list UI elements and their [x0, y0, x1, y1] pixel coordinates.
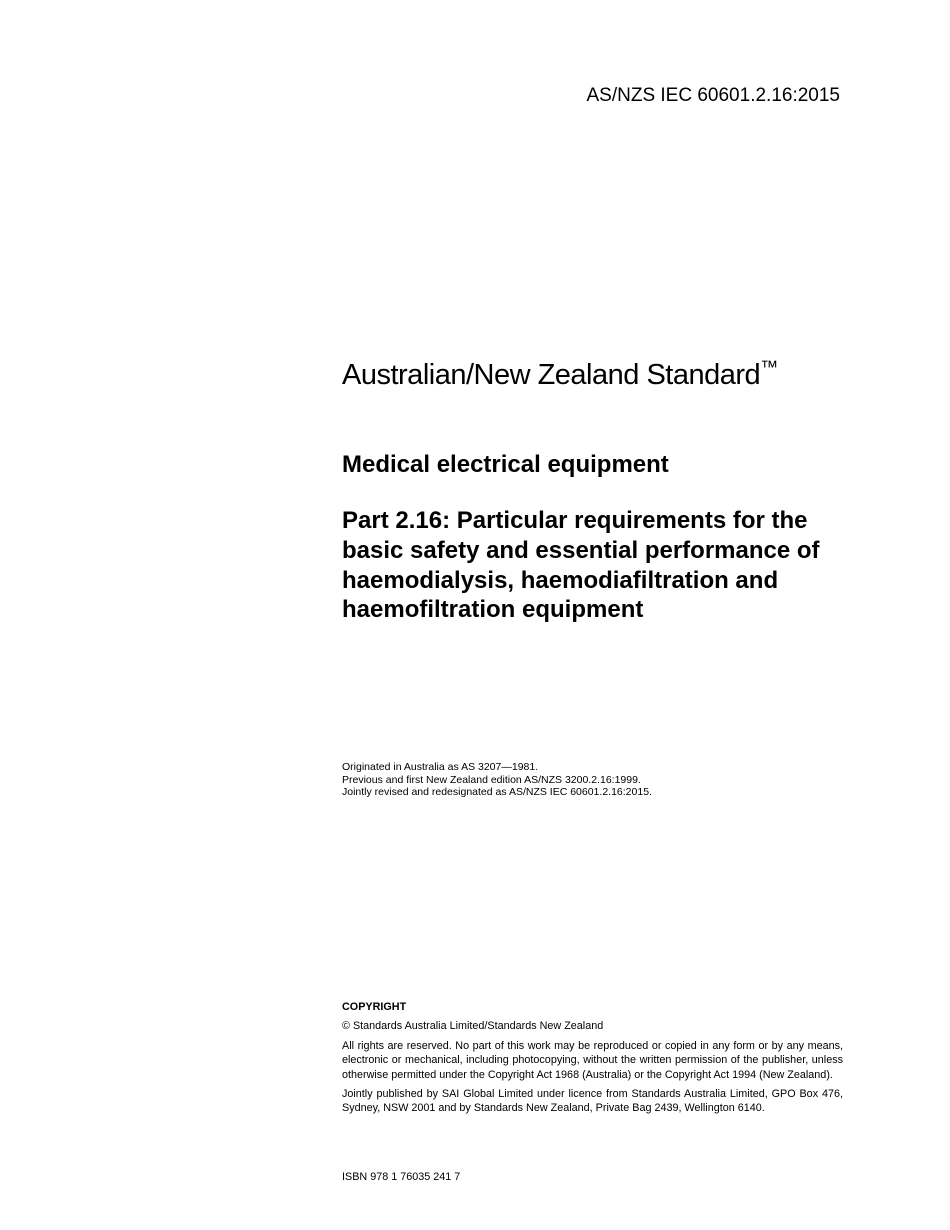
copyright-owner: © Standards Australia Limited/Standards New Zealand — [342, 1020, 604, 1033]
series-title — [342, 357, 843, 392]
copyright-block — [342, 1000, 843, 1121]
copyright-heading: COPYRIGHT — [342, 1001, 407, 1013]
trademark-symbol: ™ — [760, 357, 778, 377]
part-title: Part 2.16: Particular requirements for the basic safety and essential performance of haemodialysis, haemodiafiltration and haemofiltration equipment — [342, 507, 820, 624]
history-line: Previous and first New Zealand edition AS/NZS 3200.2.16:1999. — [342, 773, 641, 786]
isbn: ISBN 978 1 76035 241 7 — [342, 1171, 461, 1183]
main-title: Medical electrical equipment — [342, 451, 669, 478]
copyright-publisher: Jointly published by SAI Global Limited under licence from Standards Australia Limited, GPO Box 476, Sydney, NSW 2001 and by Standards New Zealand, Private Bag 2439, Wellington 6140. — [342, 1088, 843, 1115]
history-line: Originated in Australia as AS 3207—1981. — [342, 761, 539, 773]
publication-history — [342, 761, 843, 799]
standard-designation: AS/NZS IEC 60601.2.16:2015 — [586, 85, 840, 106]
copyright-rights: All rights are reserved. No part of this work may be reproduced or copied in any form or by any means, electronic or mechanical, including photocopying, without the written permission of the publisher, unless otherwise permitted under the Copyright Act 1968 (Australia) or the Copyright Act 1994 (New Zealand). — [342, 1039, 843, 1081]
history-line: Jointly revised and redesignated as AS/NZS IEC 60601.2.16:2015. — [342, 786, 652, 798]
series-title-text: Australian/New Zealand Standard — [342, 359, 761, 391]
